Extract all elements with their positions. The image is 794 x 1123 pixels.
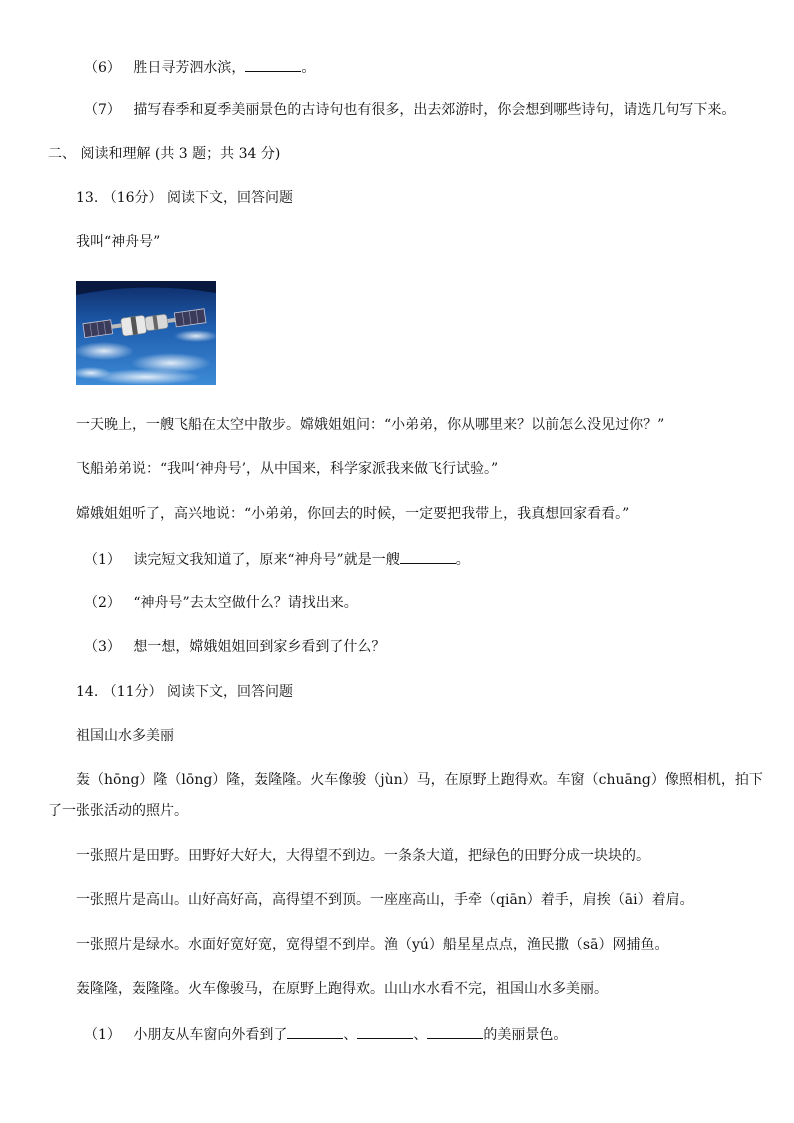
answer-blank-3[interactable]	[427, 1024, 483, 1039]
answer-blank[interactable]	[245, 57, 301, 72]
q14-header: 14. （11分） 阅读下文，回答问题	[76, 684, 293, 700]
q14-paragraph-3: 一张照片是高山。山好高好高，高得望不到顶。一座座高山，手牵（qiān）着手，肩挨（āi）着肩。	[76, 892, 694, 908]
q12-item-6: （6） 胜日寻芳泗水滨， 。	[84, 57, 315, 77]
item-number: （3）	[84, 639, 121, 655]
q13-paragraph-2: 飞船弟弟说：“我叫‘神舟号’，从中国来，科学家派我来做飞行试验。”	[76, 461, 499, 477]
q14-subquestion-1: （1） 小朋友从车窗向外看到了 、 、 的美丽景色。	[84, 1024, 567, 1044]
item-text: 胜日寻芳泗水滨，	[133, 60, 246, 76]
q13-paragraph-1: 一天晚上，一艘飞船在太空中散步。嫦娥姐姐问：“小弟弟，你从哪里来？以前怎么没见过你？”	[76, 417, 665, 433]
item-number: （2）	[84, 595, 121, 611]
q12-item-7	[84, 101, 735, 119]
item-text: 读完短文我知道了，原来“神舟号”就是一艘	[133, 552, 400, 568]
q13-subquestion-1: （1） 读完短文我知道了，原来“神舟号”就是一艘 。	[84, 549, 470, 569]
section-heading: 二、 阅读和理解 (共 3 题；共 34 分)	[48, 146, 281, 162]
item-text: 想一想，嫦娥姐姐回到家乡看到了什么？	[133, 639, 386, 655]
q14-paragraph-2: 一张照片是田野。田野好大好大，大得望不到边。一条条大道，把绿色的田野分成一块块的。	[76, 848, 650, 864]
q14-paragraph-4: 一张照片是绿水。水面好宽好宽，宽得望不到岸。渔（yú）船星星点点，渔民撒（sā）网捕鱼。	[76, 937, 669, 953]
q13-subquestion-2	[84, 594, 358, 612]
item-number: （1）	[84, 552, 121, 568]
q13-paragraph-3: 嫦娥姐姐听了，高兴地说：“小弟弟，你回去的时候，一定要把我带上，我真想回家看看。”	[76, 506, 630, 522]
q14-title: 祖国山水多美丽	[76, 728, 174, 744]
q14-paragraph-5: 轰隆隆，轰隆隆。火车像骏马，在原野上跑得欢。山山水水看不完，祖国山水多美丽。	[76, 981, 608, 997]
q13-header: 13. （16分） 阅读下文，回答问题	[76, 190, 293, 206]
q14-paragraph-1-line-1: 轰（hōng）隆（lōng）隆，轰隆隆。火车像骏（jùn）马，在原野上跑得欢。车窗（chuāng）像照相机，拍下	[76, 772, 763, 788]
answer-blank-1[interactable]	[287, 1024, 343, 1039]
item-text: 描写春季和夏季美丽景色的古诗句也有很多，出去郊游时，你会想到哪些诗句，请选几句写下来。	[133, 102, 736, 118]
q13-subquestion-3	[84, 638, 385, 656]
item-number: （1）	[84, 1027, 121, 1043]
item-number: （7）	[84, 102, 121, 118]
spacecraft-photo	[76, 281, 216, 385]
answer-blank[interactable]	[400, 549, 456, 564]
q14-paragraph-1-line-2: 了一张张活动的照片。	[48, 803, 188, 819]
item-text: “神舟号”去太空做什么？请找出来。	[133, 595, 358, 611]
q13-title: 我叫“神舟号”	[76, 234, 161, 250]
item-text: 小朋友从车窗向外看到了	[133, 1027, 288, 1043]
item-number: （6）	[84, 60, 121, 76]
answer-blank-2[interactable]	[357, 1024, 413, 1039]
